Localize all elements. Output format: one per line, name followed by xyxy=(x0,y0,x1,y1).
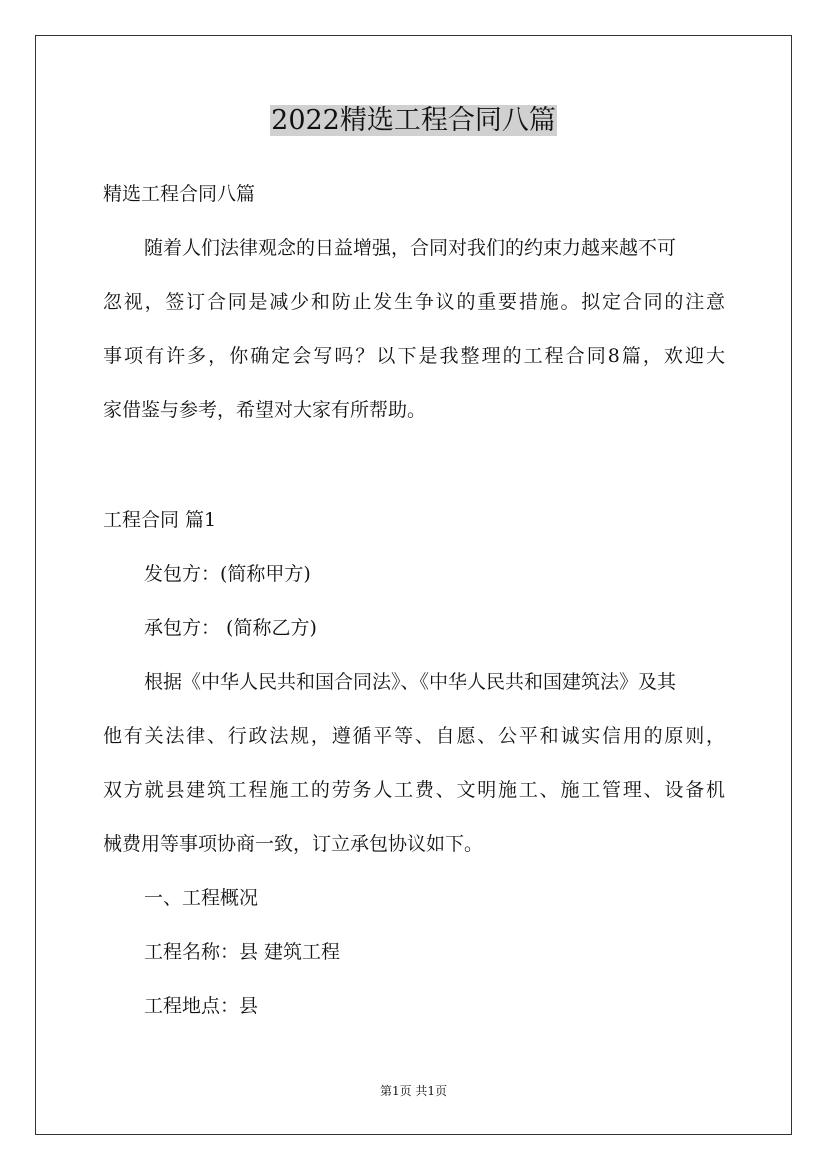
basis-line-1: 根据《中华人民共和国合同法》、《中华人民共和国建筑法》及其 xyxy=(144,671,677,693)
subtitle: 精选工程合同八篇 xyxy=(103,183,256,205)
section-heading: 工程合同 篇1 xyxy=(103,509,217,531)
project-location-line: 工程地点：县 xyxy=(144,995,259,1017)
document-title-text: 2022精选工程合同八篇 xyxy=(271,105,556,136)
basis-line-4: 械费用等事项协商一致，订立承包协议如下。 xyxy=(103,833,484,855)
intro-line-4: 家借鉴与参考，希望对大家有所帮助。 xyxy=(103,399,427,421)
project-name-line: 工程名称：县 建筑工程 xyxy=(144,941,341,963)
document-title xyxy=(0,101,827,141)
party-a-line: 发包方：(简称甲方) xyxy=(144,563,311,585)
intro-line-1: 随着人们法律观念的日益增强，合同对我们的约束力越来越不可 xyxy=(144,237,677,259)
party-b-line: 承包方： (简称乙方) xyxy=(144,617,317,639)
overview-heading: 一、工程概况 xyxy=(144,887,259,909)
basis-line-3: 双方就县建筑工程施工的劳务人工费、文明施工、施工管理、设备机 xyxy=(103,779,725,801)
intro-line-2: 忽视，签订合同是减少和防止发生争议的重要措施。拟定合同的注意 xyxy=(103,291,725,313)
basis-line-2: 他有关法律、行政法规，遵循平等、自愿、公平和诚实信用的原则， xyxy=(103,725,725,747)
intro-line-3: 事项有许多，你确定会写吗？以下是我整理的工程合同8篇，欢迎大 xyxy=(103,345,725,367)
page-footer: 第1页 共1页 xyxy=(379,1084,448,1098)
